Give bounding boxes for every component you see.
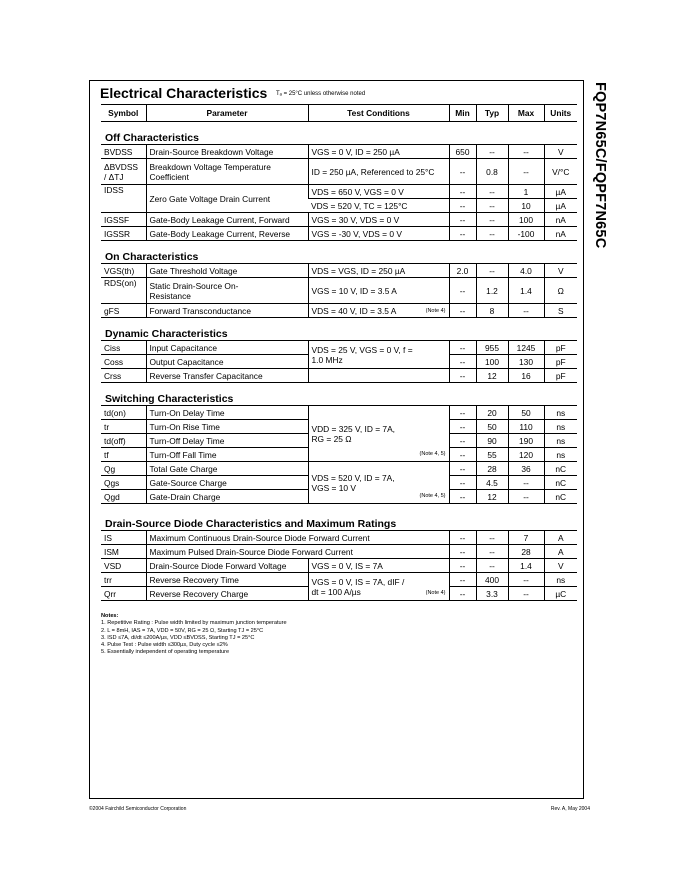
table-row: Coss Output Capacitance -- 100 130 pF [101,355,577,369]
table-row: VDS = 520 V, TC = 125°C -- -- 10 µA [101,199,577,213]
table-row: Qgs Gate-Source Charge -- 4.5 -- nC [101,476,577,490]
table-row: IDSS Zero Gate Voltage Drain Current VDS = 650 V, VGS = 0 V -- -- 1 µA [101,185,577,199]
col-min: Min [449,105,476,122]
section-off: Off Characteristics [105,132,199,144]
table-row: Ciss Input Capacitance VDS = 25 V, VGS = 0 V, f = 1.0 MHz -- 955 1245 pF [101,341,577,355]
footer-copyright: ©2004 Fairchild Semiconductor Corporation [89,806,187,812]
section-on: On Characteristics [105,251,199,263]
side-title: FQP7N65C/FQPF7N65C [592,82,608,249]
col-test: Test Conditions [308,105,449,122]
table-header [101,105,577,122]
table-row: ISM Maximum Pulsed Drain-Source Diode Forward Current -- -- 28 A [101,545,577,559]
section-title: Electrical Characteristics [100,85,268,101]
electrical-characteristics-table [101,104,577,601]
col-max: Max [508,105,544,122]
notes: Notes: 1. Repetitive Rating : Pulse width limited by maximum junction temperature 2. L = 8mH, IAS = 7A, VDD = 50V, RG = 25 Ω, Starting TJ = 25°C 3. ISD ≤7A, di/dt ≤200A/µs, VDD ≤BVDSS, Starting TJ = 25°C 4. Pulse Test : Pulse width ≤300µs, Duty cycle ≤2% 5. Essentially independent of operating temperature [101,613,287,656]
table-row: Qgd Gate-Drain Charge -- 12 -- nC [101,490,577,504]
table-row: tf Turn-Off Fall Time -- 55 120 ns [101,448,577,462]
col-units: Units [544,105,577,122]
table-row: VGS(th) Gate Threshold Voltage VDS = VGS, ID = 250 µA 2.0 -- 4.0 V [101,264,577,278]
table-row: BVDSS Drain-Source Breakdown Voltage VGS = 0 V, ID = 250 µA 650 -- -- V [101,145,577,159]
title-condition: Tₐ = 25°C unless otherwise noted [276,91,366,97]
table-row: IGSSF Gate-Body Leakage Current, Forward VGS = 30 V, VDS = 0 V -- -- 100 nA [101,213,577,227]
table-row: gFS Forward Transconductance VDS = 40 V, ID = 3.5 A (Note 4) -- 8 -- S [101,304,577,318]
table-row: IGSSR Gate-Body Leakage Current, Reverse VGS = -30 V, VDS = 0 V -- -- -100 nA [101,227,577,241]
footer-revision: Rev. A, May 2004 [550,806,590,812]
table-row: RDS(on) Static Drain-Source On-Resistance VGS = 10 V, ID = 3.5 A -- 1.2 1.4 Ω [101,278,577,304]
col-typ: Typ [476,105,508,122]
section-dynamic: Dynamic Characteristics [105,328,228,340]
table-row: Qg Total Gate Charge VDS = 520 V, ID = 7A, VGS = 10 V (Note 4, 5) -- 28 36 nC [101,462,577,476]
table-row: VSD Drain-Source Diode Forward Voltage VGS = 0 V, IS = 7A -- -- 1.4 V [101,559,577,573]
table-row: Qrr Reverse Recovery Charge -- 3.3 -- µC [101,587,577,601]
col-symbol: Symbol [101,105,146,122]
col-parameter: Parameter [146,105,308,122]
table-row: tr Turn-On Rise Time -- 50 110 ns [101,420,577,434]
table-row: IS Maximum Continuous Drain-Source Diode Forward Current -- -- 7 A [101,531,577,545]
table-row: td(on) Turn-On Delay Time VDD = 325 V, ID = 7A, RG = 25 Ω (Note 4, 5) -- 20 50 ns [101,406,577,420]
section-diode: Drain-Source Diode Characteristics and Maximum Ratings [105,518,397,530]
table-row: trr Reverse Recovery Time VGS = 0 V, IS = 7A, dIF / dt = 100 A/µs (Note 4) -- 400 -- ns [101,573,577,587]
table-row: ΔBVDSS / ΔTJ Breakdown Voltage Temperature Coefficient ID = 250 µA, Referenced to 25°C -- 0.8 -- V/°C [101,159,577,185]
table-row: td(off) Turn-Off Delay Time -- 90 190 ns [101,434,577,448]
table-row: Crss Reverse Transfer Capacitance -- 12 16 pF [101,369,577,383]
section-switching: Switching Characteristics [105,393,234,405]
